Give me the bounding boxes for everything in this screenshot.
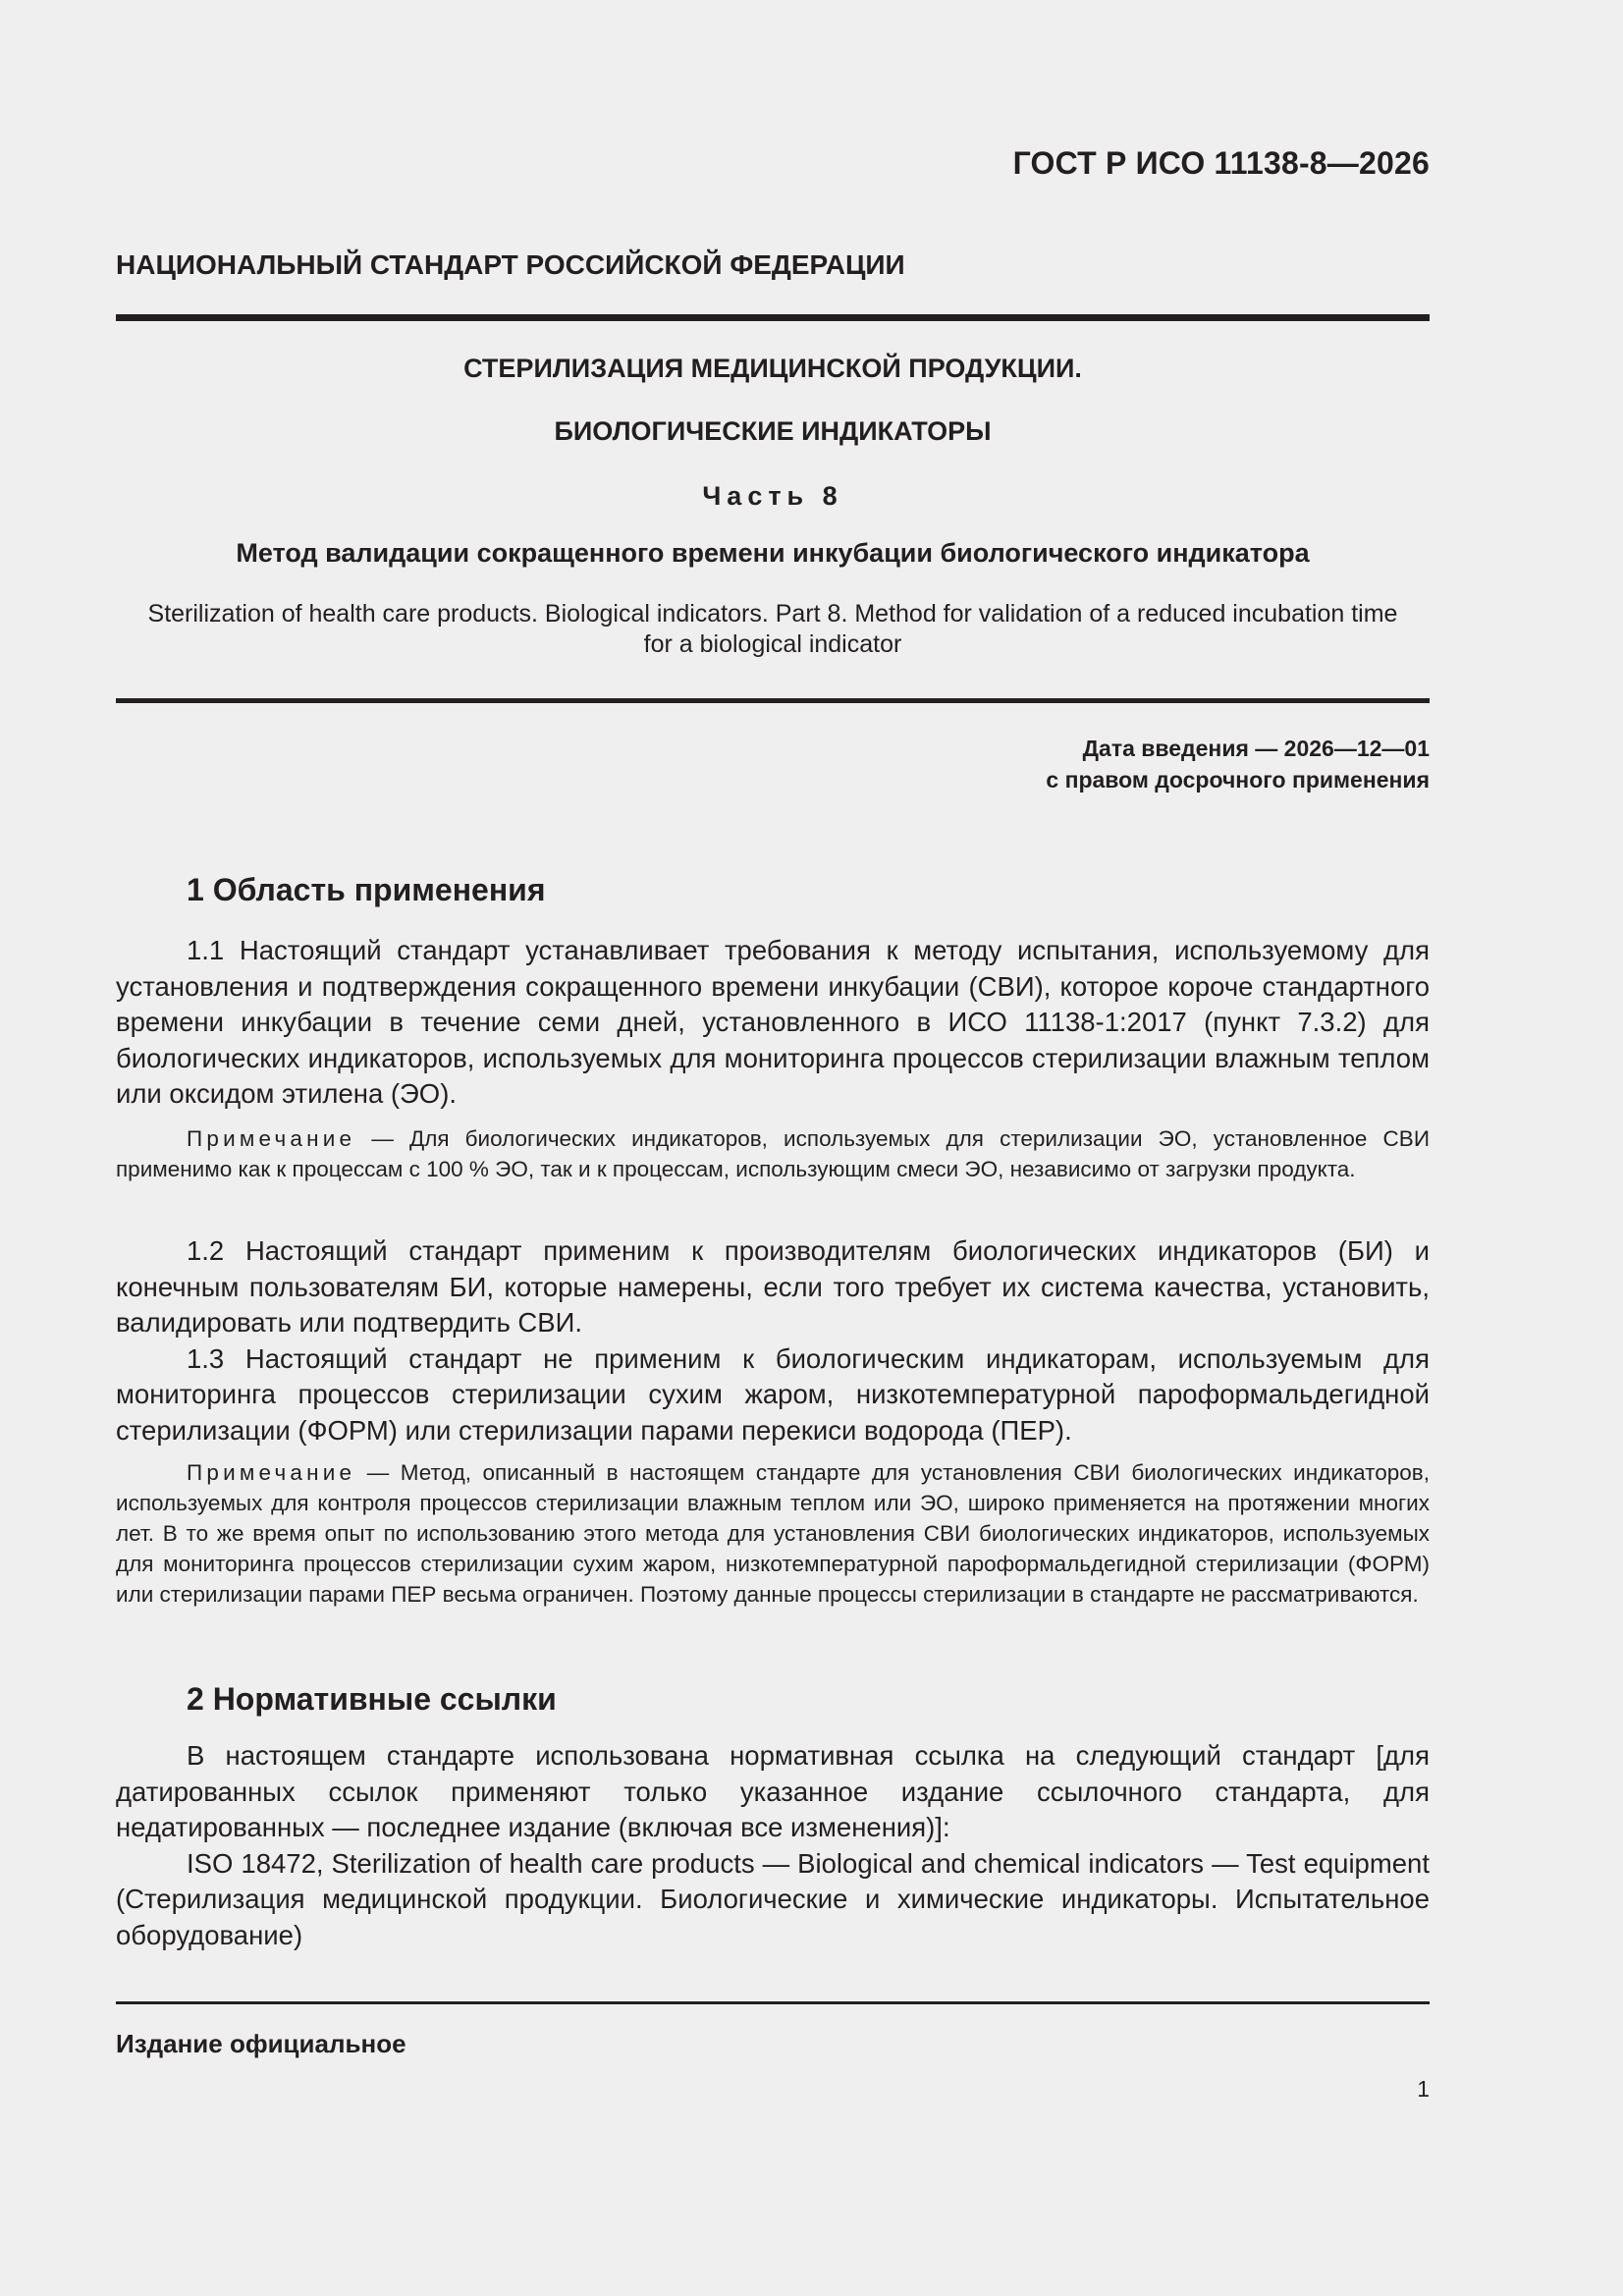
introduction-date-block — [1046, 733, 1430, 795]
note-2 — [116, 1457, 1430, 1610]
section-1-paragraph-1-1 — [116, 933, 1430, 1113]
national-standard-banner: НАЦИОНАЛЬНЫЙ СТАНДАРТ РОССИЙСКОЙ ФЕДЕРАЦИИ — [116, 249, 905, 280]
paragraph-1-3: 1.3 Настоящий стандарт не применим к биологическим индикаторам, используемым для мониторинга процессов стерилизации сухим жаром, низкотемпературной пароформальдегидной стерилизации (ФОРМ) или стерилизации парами перекиси водорода (ПЕР). — [116, 1342, 1430, 1446]
title-rule — [116, 698, 1430, 703]
document-page — [116, 0, 1430, 2296]
part-number: Часть 8 — [702, 481, 843, 511]
section-2-heading: 2 Нормативные ссылки — [187, 1681, 557, 1717]
english-title-line-1: Sterilization of health care products. Biological indicators. Part 8. Method for validation of a reduced incubation time — [147, 600, 1398, 628]
introduction-date: Дата введения — 2026—12—01 — [1082, 736, 1430, 761]
note-label: Примечание — [187, 1126, 356, 1151]
standard-code: ГОСТ Р ИСО 11138-8—2026 — [1012, 145, 1430, 181]
note-1 — [116, 1123, 1430, 1184]
official-edition-label: Издание официальное — [116, 2029, 406, 2058]
early-application: с правом досрочного применения — [1046, 767, 1430, 793]
english-title-line-2: for a biological indicator — [643, 630, 902, 658]
note-text: — Метод, описанный в настоящем стандарте для установления СВИ биологических индикаторов, используемых для контроля процессов стерилизации влажным теплом или ЭО, широко применяется на протяжении многих лет. В то же время опыт по использованию этого метода для установления СВИ биологических индикаторов, используемых для мониторинга процессов стерилизации сухим жаром, низкотемпературной пароформальдегидной стерилизации (ФОРМ) или стерилизации парами ПЕР весьма ограничен. Поэтому данные процессы стерилизации в стандарте не рассматриваются. — [116, 1460, 1430, 1607]
note-text: — Для биологических индикаторов, используемых для стерилизации ЭО, установленное СВИ применимо как к процессам с 100 % ЭО, так и к процессам, использующим смеси ЭО, независимо от загрузки продукта. — [116, 1126, 1430, 1181]
title-line-2: БИОЛОГИЧЕСКИЕ ИНДИКАТОРЫ — [554, 416, 992, 446]
note-label: Примечание — [187, 1460, 356, 1485]
section-1-paragraphs-1-2-1-3 — [116, 1233, 1430, 1449]
header-rule — [116, 314, 1430, 321]
normative-references-intro: В настоящем стандарте использована нормативная ссылка на следующий стандарт [для датированных ссылок применяют только указанное издание ссылочного стандарта, для недатированных — последнее издание (включая все изменения)]: — [116, 1740, 1430, 1842]
section-1-heading: 1 Область применения — [187, 872, 546, 907]
english-title — [116, 599, 1430, 660]
footer-rule — [116, 2001, 1430, 2004]
title-line-1: СТЕРИЛИЗАЦИЯ МЕДИЦИНСКОЙ ПРОДУКЦИИ. — [463, 354, 1082, 383]
normative-reference-iso-18472: ISO 18472, Sterilization of health care products — Biological and chemical indicators — Test equipment (Стерилизация медицинской продукции. Биологические и химические индикаторы. Испытательное оборудование) — [116, 1847, 1430, 1950]
paragraph-1-1: 1.1 Настоящий стандарт устанавливает требования к методу испытания, используемому для установления и подтверждения сокращенного времени инкубации (СВИ), которое короче стандартного времени инкубации в течение семи дней, установленного в ИСО 11138-1:2017 (пункт 7.3.2) для биологических индикаторов, используемых для мониторинга процессов стерилизации влажным теплом или оксидом этилена (ЭО). — [116, 935, 1430, 1109]
paragraph-1-2: 1.2 Настоящий стандарт применим к производителям биологических индикаторов (БИ) и конечным пользователям БИ, которые намерены, если того требует их система качества, установить, валидировать или подтвердить СВИ. — [116, 1235, 1430, 1338]
document-subtitle: Метод валидации сокращенного времени инкубации биологического индикатора — [236, 538, 1310, 568]
section-2-body — [116, 1738, 1430, 1953]
page-number: 1 — [1417, 2076, 1430, 2102]
